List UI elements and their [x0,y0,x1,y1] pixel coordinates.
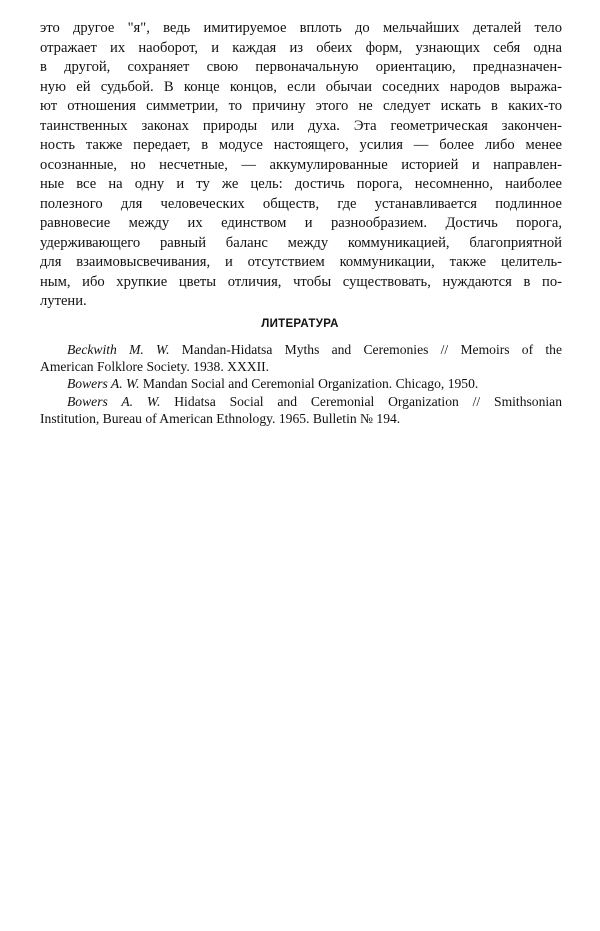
paragraph-line: удерживающего равный баланс между коммуникацией, благоприятной [40,234,562,251]
reference-title: Mandan Social and Ceremonial Organization. Chicago, 1950. [142,376,479,392]
paragraph-line: это другое "я", ведь имитируемое вплоть до мельчайших деталей тело [40,20,562,36]
reference-line [40,375,562,392]
reference-continuation: Institution, Bureau of American Ethnology. 1965. Bulletin № 194. [40,410,401,426]
reference-title: Mandan-Hidatsa Myths and Ceremonies // Memoirs of the [181,342,562,357]
reference-list [40,341,562,427]
reference-line [40,341,562,358]
reference-title: Hidatsa Social and Ceremonial Organization // Smithsonian [174,393,562,409]
paragraph-line: равновесие между их единством и разнообразием. Достичь порога, [40,215,562,231]
literature-heading: ЛИТЕРАТУРА [261,318,339,330]
main-paragraph [40,19,562,312]
paragraph-line: ным, ибо хрупкие цветы отличия, чтобы существовать, нуждаются в по- [40,273,562,290]
paragraph-line: ность также передает, в модусе настоящего, усилия — более либо менее [40,137,562,153]
paragraph-line: ную ей судьбой. В конце концов, если обычаи соседних народов выража- [40,78,562,95]
reference-entry [40,341,562,375]
paragraph-line: ют отношения симметрии, то причину этого не следует искать в каких-то [40,98,562,114]
paragraph-line: таинственных законах природы или духа. Эта геометрическая закончен- [40,117,562,134]
paragraph-line: в другой, сохраняет свою первоначальную ориентацию, предназначен- [40,59,562,75]
paragraph-line: ные все на одну и ту же цель: достичь порога, несомненно, наиболее [40,176,562,192]
paragraph-line: полезного для человеческих обществ, где устанавливается подлинное [40,195,562,212]
reference-continuation: American Folklore Society. 1938. XXXII. [40,359,270,375]
paragraph-line: отражает их наоборот, и каждая из обеих форм, узнающих себя одна [40,39,562,56]
paragraph-line: осознанные, но несчетные, — аккумулированные историей и направлен- [40,156,562,173]
reference-entry [40,393,562,427]
paragraph-line: для взаимовысвечивания, и отсутствием коммуникации, также целитель- [40,254,562,270]
reference-author: Bowers A. W. [67,393,161,409]
reference-author: Beckwith M. W. [67,342,170,357]
paragraph-line: лутени. [40,293,87,309]
reference-entry [40,375,562,392]
reference-author: Bowers A. W. [67,376,140,392]
reference-line [40,393,562,410]
